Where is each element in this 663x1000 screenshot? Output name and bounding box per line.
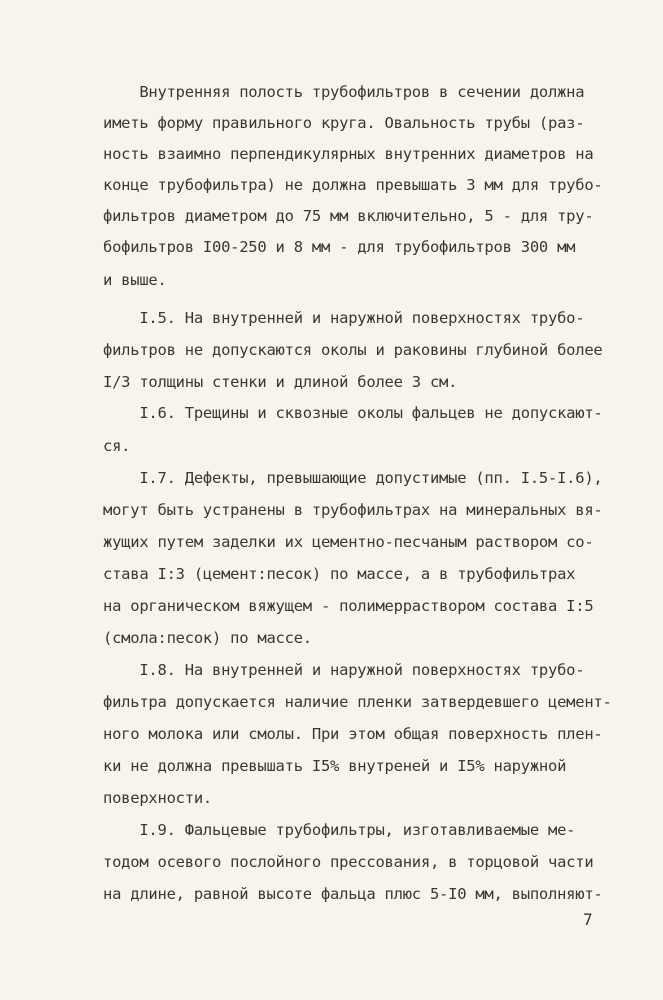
text-line: ся. bbox=[103, 437, 131, 455]
text-line: I.6. Трещины и сквозные околы фальцев не допускают- bbox=[103, 404, 603, 422]
text-line: ного молока или смолы. При этом общая поверхность плен- bbox=[103, 725, 603, 743]
text-line: поверхности. bbox=[103, 789, 212, 807]
text-line: фильтра допускается наличие пленки затвердевшего цемент- bbox=[103, 693, 612, 711]
text-line: ки не должна превышать I5% внутреней и I5% наружной bbox=[103, 757, 567, 775]
text-line: и выше. bbox=[103, 271, 167, 289]
text-line: Внутренняя полость трубофильтров в сечении должна bbox=[103, 83, 585, 101]
text-line: конце трубофильтра) не должна превышать 3 мм для трубо- bbox=[103, 176, 603, 194]
text-line: фильтров не допускаются околы и раковины глубиной более bbox=[103, 341, 603, 359]
text-line: I.5. На внутренней и наружной поверхностях трубо- bbox=[103, 309, 585, 327]
text-line: I.9. Фальцевые трубофильтры, изготавливаемые ме- bbox=[103, 821, 576, 839]
text-line: на органическом вяжущем - полимерраствором состава I:5 bbox=[103, 597, 594, 615]
text-line: тодом осевого послойного прессования, в торцовой части bbox=[103, 853, 594, 871]
text-line: става I:3 (цемент:песок) по массе, а в трубофильтрах bbox=[103, 565, 576, 583]
text-line: иметь форму правильного круга. Овальность трубы (раз- bbox=[103, 114, 585, 132]
text-line: фильтров диаметром до 75 мм включительно, 5 - для тру- bbox=[103, 207, 594, 225]
text-line: I.7. Дефекты, превышающие допустимые (пп. I.5-I.6), bbox=[103, 469, 603, 487]
text-line: бофильтров I00-250 и 8 мм - для трубофильтров 300 мм bbox=[103, 238, 576, 256]
text-line: I/3 толщины стенки и длиной более 3 см. bbox=[103, 373, 458, 391]
text-line: I.8. На внутренней и наружной поверхностях трубо- bbox=[103, 661, 585, 679]
text-line: ность взаимно перпендикулярных внутренних диаметров на bbox=[103, 145, 594, 163]
text-line: на длине, равной высоте фальца плюс 5-I0 мм, выполняют- bbox=[103, 885, 603, 903]
text-line: жущих путем заделки их цементно-песчаным раствором со- bbox=[103, 533, 594, 551]
text-line: могут быть устранены в трубофильтрах на минеральных вя- bbox=[103, 501, 603, 519]
text-line: (смола:песок) по массе. bbox=[103, 629, 312, 647]
page-number: 7 bbox=[583, 910, 593, 929]
